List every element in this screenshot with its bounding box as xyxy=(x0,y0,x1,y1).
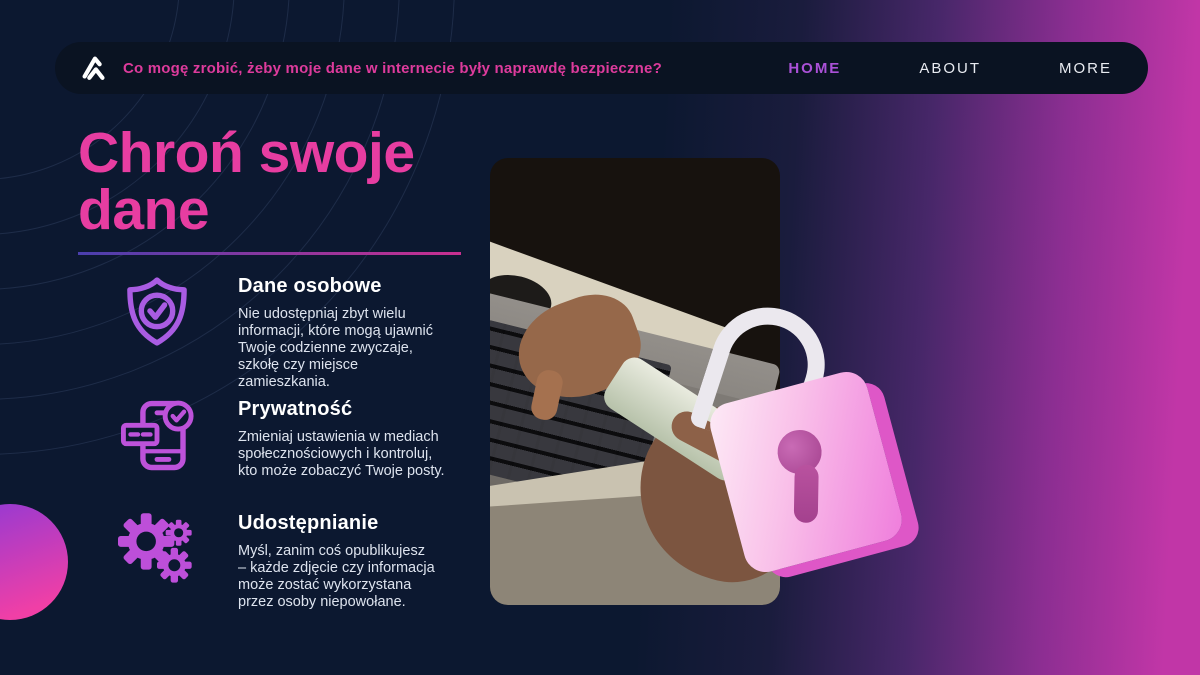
feature-title: Prywatność xyxy=(238,398,353,420)
nav-link-more[interactable]: MORE xyxy=(1059,59,1112,77)
nav-link-about[interactable]: ABOUT xyxy=(919,59,981,77)
feature-udostepnianie xyxy=(118,510,436,611)
gears-icon xyxy=(118,510,196,588)
feature-dane-osobowe xyxy=(118,273,452,392)
shield-check-icon xyxy=(118,273,196,351)
nav-link-home[interactable]: HOME xyxy=(788,59,842,77)
title-divider xyxy=(78,252,461,255)
page-title-line1: Chroń swoje xyxy=(78,121,415,185)
phone-privacy-check-icon xyxy=(118,396,196,474)
feature-title: Udostępnianie xyxy=(238,512,379,534)
nav-links xyxy=(788,60,1112,77)
brand-logo-icon[interactable] xyxy=(79,53,109,83)
open-padlock-illustration xyxy=(685,295,925,595)
feature-prywatnosc xyxy=(118,396,452,480)
feature-body: Zmieniaj ustawienia w mediach społecznościowych i kontroluj, kto może zobaczyć Twoje posty. xyxy=(238,429,445,480)
feature-title: Dane osobowe xyxy=(238,275,382,297)
feature-text xyxy=(238,273,452,392)
top-nav-bar xyxy=(55,42,1148,94)
feature-body: Nie udostępniaj zbyt wielu informacji, które mogą ujawnić Twoje codzienne zwyczaje, szkołę czy miejsce zamieszkania. xyxy=(238,306,434,391)
page-title xyxy=(78,121,415,242)
feature-text xyxy=(238,396,452,480)
decor-gradient-circle xyxy=(0,504,68,620)
page-title-line2: dane xyxy=(78,178,210,242)
padlock-keyhole-stem xyxy=(794,465,819,523)
nav-question-text: Co mogę zrobić, żeby moje dane w internecie były naprawdę bezpieczne? xyxy=(123,59,662,77)
feature-text xyxy=(238,510,436,611)
feature-body: Myśl, zanim coś opublikujesz – każde zdjęcie czy informacja może zostać wykorzystana przez osoby niepowołane. xyxy=(238,543,435,611)
